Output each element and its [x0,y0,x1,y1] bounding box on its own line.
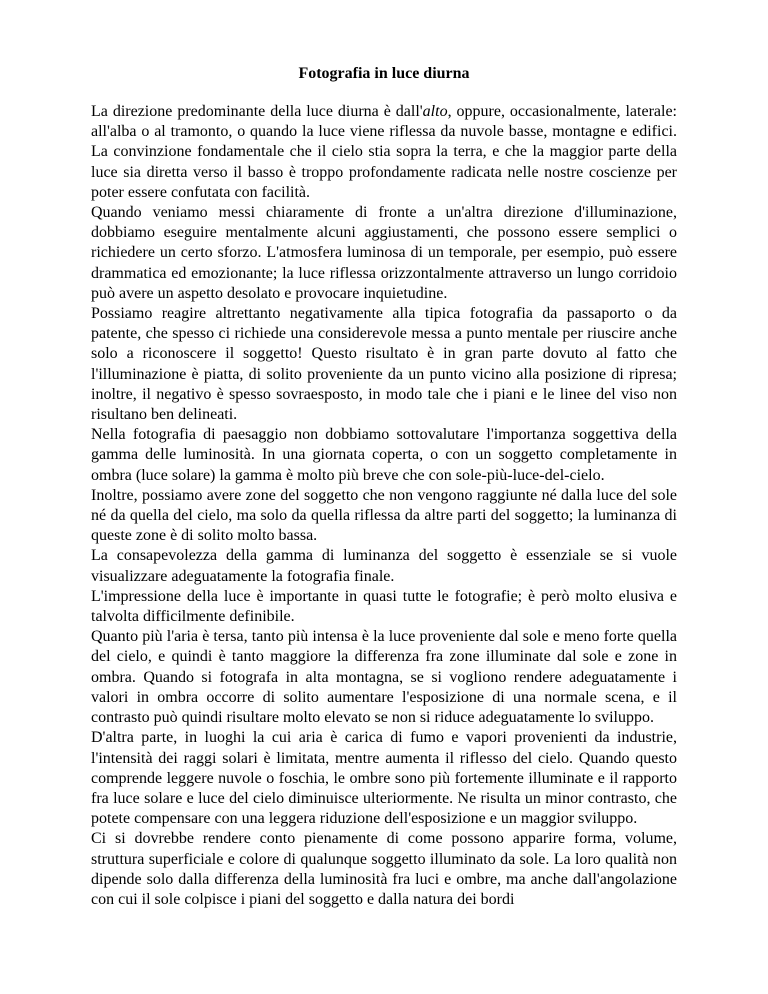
paragraph-1 [91,102,677,203]
document-title: Fotografia in luce diurna [298,65,470,82]
paragraph-3: Possiamo reagire altrettanto negativamente alla tipica fotografia da passaporto o da patente, che spesso ci richiede una considerevole messa a punto mentale per riuscire anche solo a riconoscere il soggetto! Questo risultato è in gran parte dovuto al fatto che l'illuminazione è piatta, di solito proveniente da un punto vicino alla posizione di ripresa; inoltre, il negativo è spesso sovraesposto, in modo tale che i piani e le linee del viso non risultano ben delineati. [91,305,677,424]
paragraph-4: Nella fotografia di paesaggio non dobbiamo sottovalutare l'importanza soggettiva della gamma delle luminosità. In una giornata coperta, o con un soggetto completamente in ombra (luce solare) la gamma è molto più breve che con sole-più-luce-del-cielo. [91,426,677,484]
paragraph-2: Quando veniamo messi chiaramente di fronte a un'altra direzione d'illuminazione, dobbiamo eseguire mentalmente alcuni aggiustamenti, che possono essere semplici o richiedere un certo sforzo. L'atmosfera luminosa di un temporale, per esempio, può essere drammatica ed emozionante; la luce riflessa orizzontalmente attraverso un lungo corridoio può avere un aspetto desolato e provocare inquietudine. [91,204,677,302]
paragraph-9: D'altra parte, in luoghi la cui aria è carica di fumo e vapori provenienti da industrie, l'intensità dei raggi solari è limitata, mentre aumenta il riflesso del cielo. Quando questo comprende leggere nuvole o foschia, le ombre sono più fortemente illuminate e il rapporto fra luce solare e luce del cielo diminuisce ulteriormente. Ne risulta un minor contrasto, che potete compensare con una leggera riduzione dell'esposizione e un maggior sviluppo. [91,729,677,828]
paragraph-1-emphasis: alto [422,103,448,120]
paragraph-8: Quanto più l'aria è tersa, tanto più intensa è la luce proveniente dal sole e meno forte quella del cielo, e quindi è tanto maggiore la differenza fra zone illuminate dal sole e zone in ombra. Quando si fotografa in alta montagna, se si vogliono rendere adeguatamente i valori in ombra occorre di solito aumentare l'esposizione di una normale scena, e il contrasto può quindi risultare molto elevato se non si riduce adeguatamente lo sviluppo. [91,628,677,727]
paragraph-1-after: , oppure, occasionalmente, laterale: all'alba o al tramonto, o quando la luce viene riflessa da nuvole basse, montagne e edifici. La convinzione fondamentale che il cielo stia sopra la terra, e che la maggior parte della luce sia diretta verso il basso è troppo profondamente radicata nelle nostre coscienze per poter essere confutata con facilità. [91,103,677,201]
paragraph-10: Ci si dovrebbe rendere conto pienamente di come possono apparire forma, volume, struttura superficiale e colore di qualunque soggetto illuminato da sole. La loro qualità non dipende solo dalla differenza della luminosità fra luci e ombre, ma anche dall'angolazione con cui il sole colpisce i piani del soggetto e dalla natura dei bordi [91,830,677,908]
document-page [91,64,677,910]
paragraph-6: La consapevolezza della gamma di luminanza del soggetto è essenziale se si vuole visualizzare adeguatamente la fotografia finale. [91,547,677,585]
paragraph-1-before: La direzione predominante della luce diurna è dall' [91,103,423,120]
paragraph-7: L'impressione della luce è importante in quasi tutte le fotografie; è però molto elusiva e talvolta difficilmente definibile. [91,587,677,626]
paragraph-5: Inoltre, possiamo avere zone del soggetto che non vengono raggiunte né dalla luce del sole né da quella del cielo, ma solo da quella riflessa da altre parti del soggetto; la luminanza di queste zone è di solito molto bassa. [91,486,677,545]
